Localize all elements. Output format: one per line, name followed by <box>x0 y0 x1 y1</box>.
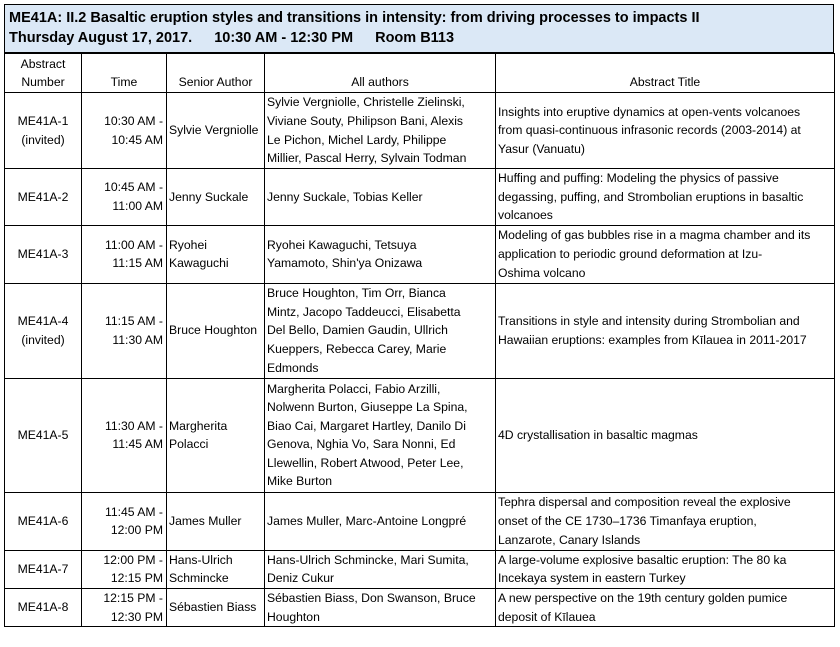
abstract-number-cell <box>5 492 82 550</box>
cell-line: ME41A-1 <box>17 113 69 128</box>
cell-line: Edmonds <box>267 360 319 375</box>
cell-line: Mike Burton <box>267 474 333 489</box>
abstract-number-cell <box>5 550 82 588</box>
time-cell <box>82 492 167 550</box>
senior-author-cell <box>167 169 265 226</box>
senior-author-cell <box>167 550 265 588</box>
time-cell <box>82 588 167 626</box>
time-cell <box>82 283 167 378</box>
all-authors-cell <box>265 169 496 226</box>
cell-line: Modeling of gas bubbles rise in a magma chamber and its <box>498 228 811 243</box>
cell-line: Le Pichon, Michel Lardy, Philippe <box>267 132 447 147</box>
session-time: 10:30 AM - 12:30 PM <box>214 30 354 46</box>
cell-line: (invited) <box>21 332 65 347</box>
senior-author-cell <box>167 492 265 550</box>
cell-line: 11:00 AM <box>112 198 163 213</box>
all-authors-cell <box>265 225 496 283</box>
cell-line: (invited) <box>21 132 65 147</box>
abstract-title-cell <box>496 588 835 626</box>
abstract-number-cell <box>5 225 82 283</box>
cell-line: ME41A-8 <box>17 600 69 615</box>
session-date: Thursday August 17, 2017. <box>9 30 193 46</box>
cell-line: 11:15 AM <box>112 256 163 271</box>
session-title: ME41A: II.2 Basaltic eruption styles and transitions in intensity: from driving processes to impacts II <box>9 10 700 26</box>
cell-line: deposit of Kīlauea <box>498 609 596 624</box>
cell-line: 12:15 PM <box>110 571 163 586</box>
time-cell <box>82 93 167 169</box>
cell-line: James Muller, Marc-Antoine Longpré <box>267 513 467 528</box>
header-abstract-number <box>5 54 82 93</box>
table-row <box>5 550 835 588</box>
cell-line: Houghton <box>267 609 320 624</box>
cell-line: 11:45 AM <box>112 437 163 452</box>
cell-line: Transitions in style and intensity during Strombolian and <box>498 314 800 329</box>
time-cell <box>82 225 167 283</box>
header-time <box>82 54 167 93</box>
cell-line: Abstract <box>20 56 66 71</box>
senior-author-cell <box>167 93 265 169</box>
cell-line: Ryohei <box>169 237 207 252</box>
all-authors-cell <box>265 550 496 588</box>
cell-line: Bruce Houghton, Tim Orr, Bianca <box>267 286 446 301</box>
cell-line: 11:15 AM - <box>104 314 163 329</box>
cell-line: Viviane Souty, Philipson Bani, Alexis <box>267 113 464 128</box>
cell-line: Hans-Ulrich Schmincke, Mari Sumita, <box>267 552 469 567</box>
all-authors-cell <box>265 283 496 378</box>
abstract-title-cell <box>496 169 835 226</box>
session-header <box>4 4 834 53</box>
cell-line: Margherita Polacci, Fabio Arzilli, <box>267 381 441 396</box>
cell-line: Hawaiian eruptions: examples from Kīlauea in 2011-2017 <box>498 332 807 347</box>
session-info <box>9 28 829 48</box>
cell-line: Margherita <box>169 418 228 433</box>
cell-line: Del Bello, Damien Gaudin, Ullrich <box>267 323 448 338</box>
cell-line: degassing, puffing, and Strombolian eruptions in basaltic <box>498 189 804 204</box>
abstract-title-cell <box>496 492 835 550</box>
cell-line: Tephra dispersal and composition reveal the explosive <box>498 495 791 510</box>
cell-line: Jenny Suckale, Tobias Keller <box>267 189 423 204</box>
cell-line: Millier, Pascal Herry, Sylvain Todman <box>267 151 467 166</box>
time-cell <box>82 550 167 588</box>
cell-line: Senior Author <box>178 75 253 90</box>
cell-line: Ryohei Kawaguchi, Tetsuya <box>267 237 417 252</box>
abstract-number-cell <box>5 93 82 169</box>
cell-line: James Muller <box>169 513 242 528</box>
senior-author-cell <box>167 378 265 492</box>
schedule-sheet <box>4 4 834 627</box>
senior-author-cell <box>167 225 265 283</box>
cell-line: 10:45 AM <box>111 132 163 147</box>
all-authors-cell <box>265 93 496 169</box>
cell-line: Yasur (Vanuatu) <box>498 141 585 156</box>
all-authors-cell <box>265 588 496 626</box>
cell-line: ME41A-5 <box>17 427 69 442</box>
cell-line: Sylvie Vergniolle <box>169 123 259 138</box>
table-row <box>5 93 835 169</box>
table-body <box>5 93 835 627</box>
abstract-title-cell <box>496 283 835 378</box>
header-all-authors <box>265 54 496 93</box>
cell-line: Biao Cai, Margaret Hartley, Danilo Di <box>267 418 466 433</box>
cell-line: Insights into eruptive dynamics at open-vents volcanoes <box>498 104 801 119</box>
cell-line: A large-volume explosive basaltic eruption: The 80 ka <box>498 552 787 567</box>
abstract-number-cell <box>5 283 82 378</box>
session-room: Room B113 <box>375 30 455 46</box>
cell-line: ME41A-4 <box>17 314 69 329</box>
cell-line: 11:30 AM <box>112 332 163 347</box>
cell-line: Incekaya system in eastern Turkey <box>498 571 686 586</box>
table-row <box>5 225 835 283</box>
cell-line: 12:30 PM <box>110 609 163 624</box>
cell-line: Lanzarote, Canary Islands <box>498 532 641 547</box>
cell-line: Kawaguchi <box>169 256 229 271</box>
cell-line: Jenny Suckale <box>169 189 249 204</box>
cell-line: Huffing and puffing: Modeling the physics of passive <box>498 171 779 185</box>
cell-line: volcanoes <box>498 208 553 223</box>
cell-line: from quasi-continuous infrasonic records (2003-2014) at <box>498 123 801 138</box>
cell-line: 12:15 PM - <box>103 590 163 605</box>
cell-line: A new perspective on the 19th century golden pumice <box>498 590 788 605</box>
table-row <box>5 378 835 492</box>
cell-line: Bruce Houghton <box>169 323 258 338</box>
cell-line: 11:30 AM - <box>104 418 163 433</box>
table-row <box>5 283 835 378</box>
table-row <box>5 492 835 550</box>
abstract-title-cell <box>496 378 835 492</box>
cell-line: ME41A-3 <box>17 246 69 261</box>
cell-line: Deniz Cukur <box>267 571 335 586</box>
cell-line: Kueppers, Rebecca Carey, Marie <box>267 342 447 357</box>
cell-line: Llewellin, Robert Atwood, Peter Lee, <box>267 455 464 470</box>
abstracts-table <box>4 53 835 627</box>
time-cell <box>82 378 167 492</box>
abstract-title-cell <box>496 225 835 283</box>
cell-line: Genova, Nghia Vo, Sara Nonni, Ed <box>267 437 456 452</box>
cell-line: 10:30 AM - <box>104 113 163 128</box>
cell-line: onset of the CE 1730–1736 Timanfaya eruption, <box>498 513 757 528</box>
senior-author-cell <box>167 283 265 378</box>
cell-line: Polacci <box>169 437 209 452</box>
cell-line: Sébastien Biass, Don Swanson, Bruce <box>267 590 476 605</box>
abstract-title-cell <box>496 93 835 169</box>
cell-line: Mintz, Jacopo Taddeucci, Elisabetta <box>267 304 461 319</box>
cell-line: ME41A-6 <box>17 513 69 528</box>
cell-line: Nolwenn Burton, Giuseppe La Spina, <box>267 400 468 415</box>
header-senior-author <box>167 54 265 93</box>
header-abstract-title <box>496 54 835 93</box>
abstract-number-cell <box>5 378 82 492</box>
table-row <box>5 588 835 626</box>
cell-line: 12:00 PM - <box>103 552 163 567</box>
cell-line: 11:45 AM - <box>104 504 163 519</box>
all-authors-cell <box>265 492 496 550</box>
cell-line: Yamamoto, Shin'ya Onizawa <box>267 256 423 271</box>
cell-line: ME41A-7 <box>17 562 69 577</box>
cell-line: 4D crystallisation in basaltic magmas <box>498 427 698 442</box>
time-cell <box>82 169 167 226</box>
cell-line: 10:45 AM - <box>104 180 163 195</box>
abstract-number-cell <box>5 588 82 626</box>
table-row <box>5 169 835 226</box>
cell-line: Sylvie Vergniolle, Christelle Zielinski, <box>267 95 465 110</box>
cell-line: application to periodic ground deformation at Izu- <box>498 246 763 261</box>
cell-line: Number <box>21 75 65 90</box>
abstract-number-cell <box>5 169 82 226</box>
abstract-title-cell <box>496 550 835 588</box>
cell-line: ME41A-2 <box>17 189 69 204</box>
senior-author-cell <box>167 588 265 626</box>
cell-line: All authors <box>351 75 409 90</box>
cell-line: Abstract Title <box>629 75 701 90</box>
cell-line: Oshima volcano <box>498 265 586 280</box>
cell-line: Time <box>110 75 138 90</box>
cell-line: Schmincke <box>169 571 229 586</box>
table-header-row <box>5 54 835 93</box>
cell-line: Hans-Ulrich <box>169 552 233 567</box>
cell-line: 12:00 PM <box>110 523 163 538</box>
cell-line: 11:00 AM - <box>104 237 163 252</box>
cell-line: Sébastien Biass <box>169 600 257 615</box>
all-authors-cell <box>265 378 496 492</box>
